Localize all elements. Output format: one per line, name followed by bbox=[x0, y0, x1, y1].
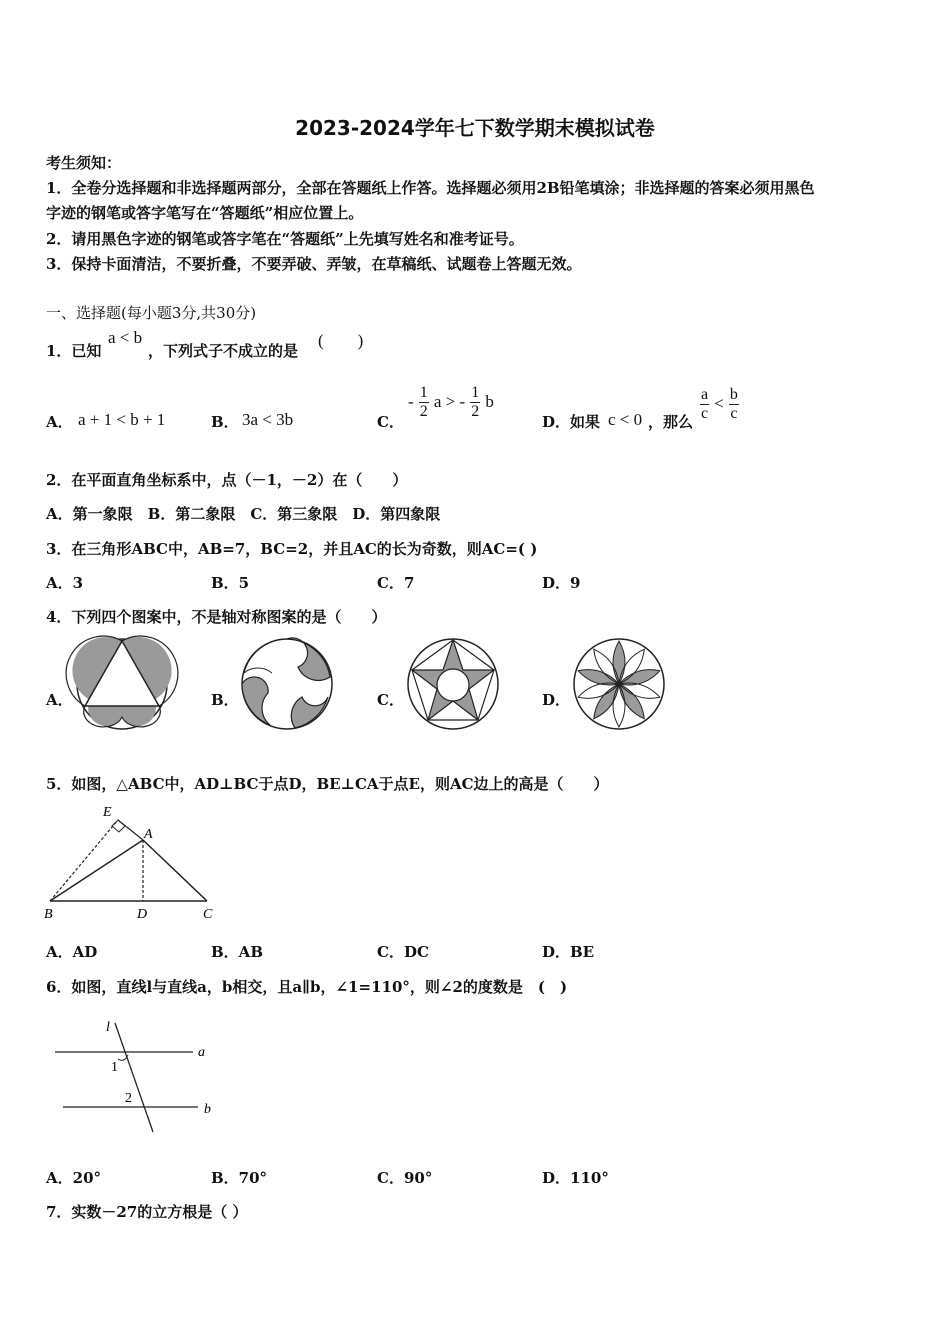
q1-option-c-label: C． bbox=[377, 413, 404, 431]
q4-option-b-label: B． bbox=[211, 691, 239, 709]
q3-stem: 3．在三角形ABC中，AB=7，BC=2，并且AC的长为奇数，则AC=( ) bbox=[46, 540, 538, 558]
notice-line-4: 3．保持卡面清洁，不要折叠，不要弄破、弄皱，在草稿纸、试题卷上答题无效。 bbox=[46, 255, 582, 273]
q4-figure-a bbox=[75, 637, 169, 731]
q1-c-fraction-2: $\frac{1}{2}$ bbox=[471, 384, 480, 420]
q1-prefix: 1．已知 bbox=[46, 342, 102, 360]
q1-d-lt: < bbox=[714, 394, 724, 413]
q6-option-b: B．70° bbox=[211, 1169, 268, 1187]
q5-label-e: E bbox=[103, 805, 112, 820]
q5-label-a: A bbox=[144, 827, 153, 842]
q6-option-c: C．90° bbox=[377, 1169, 433, 1187]
q3-option-a: A．3 bbox=[46, 574, 84, 592]
q4-option-a-label: A． bbox=[46, 691, 73, 709]
q1-option-a: a + 1 < b + 1 bbox=[78, 410, 166, 429]
q1-option-a-label: A． bbox=[46, 413, 73, 431]
q4-figure-b bbox=[240, 637, 334, 731]
q2-options: A．第一象限 B．第二象限 C．第三象限 D．第四象限 bbox=[46, 505, 441, 523]
q6-label-1: 1 bbox=[111, 1060, 118, 1075]
q1-condition: a < b bbox=[108, 328, 143, 347]
q1-c-fraction-1: $\frac{1}{2}$ bbox=[419, 384, 428, 420]
q1-d-fraction-1: $\frac{a}{c}$ bbox=[701, 386, 709, 422]
q1-option-c bbox=[408, 384, 494, 421]
q5-option-a: A．AD bbox=[46, 943, 98, 961]
notice-line-1: 1．全卷分选择题和非选择题两部分，全部在答题纸上作答。选择题必须用2B铅笔填涂；非选择题的答案必须用黑色 bbox=[46, 179, 815, 197]
q4-figure-d bbox=[572, 637, 666, 731]
q3-option-b: B．5 bbox=[211, 574, 250, 592]
q5-label-b: B bbox=[44, 907, 53, 922]
q2-stem: 2．在平面直角坐标系中，点（－1，－2）在（ ） bbox=[46, 471, 408, 489]
q6-option-a: A．20° bbox=[46, 1169, 102, 1187]
q3-option-c: C．7 bbox=[377, 574, 415, 592]
q1-d-fraction-2: $\frac{b}{c}$ bbox=[729, 386, 738, 422]
q6-label-b: b bbox=[204, 1102, 211, 1117]
notice-heading: 考生须知： bbox=[46, 154, 122, 172]
notice-line-3: 2．请用黑色字迹的钢笔或答字笔在“答题纸”上先填写姓名和准考证号。 bbox=[46, 230, 524, 248]
section-heading: 一、选择题(每小题3分,共30分) bbox=[46, 304, 257, 322]
q6-label-l: l bbox=[106, 1020, 110, 1035]
q1-suffix: ，下列式子不成立的是 bbox=[148, 342, 299, 360]
q4-stem: 4．下列四个图案中，不是轴对称图案的是（ ） bbox=[46, 608, 387, 626]
q6-label-a: a bbox=[198, 1045, 205, 1060]
notice-line-2: 字迹的钢笔或答字笔写在“答题纸”相应位置上。 bbox=[46, 204, 364, 222]
page-title: 2023-2024学年七下数学期末模拟试卷 bbox=[295, 116, 655, 140]
q1-c-middle: a > - bbox=[433, 392, 466, 411]
q5-option-d: D．BE bbox=[542, 943, 595, 961]
q6-parallel-lines-diagram bbox=[50, 1015, 230, 1135]
q4-figure-c bbox=[406, 637, 500, 731]
q5-stem: 5．如图，△ABC中，AD⊥BC于点D，BE⊥CA于点E，则AC边上的高是（ ） bbox=[46, 775, 609, 793]
q5-label-c: C bbox=[203, 907, 213, 922]
q5-option-c: C．DC bbox=[377, 943, 429, 961]
q1-option-b-label: B． bbox=[211, 413, 239, 431]
q1-option-d-expression bbox=[700, 386, 739, 423]
q4-option-c-label: C． bbox=[377, 691, 404, 709]
q1-option-d-label: D．如果 bbox=[542, 413, 601, 431]
q7-stem: 7．实数－27的立方根是（ ） bbox=[46, 1203, 248, 1221]
q1-c-end: b bbox=[485, 392, 494, 411]
q1-option-b: 3a < 3b bbox=[242, 410, 294, 429]
q6-label-2: 2 bbox=[125, 1091, 132, 1106]
q3-option-d: D．9 bbox=[542, 574, 581, 592]
q5-option-b: B．AB bbox=[211, 943, 263, 961]
q1-paren: ( ) bbox=[318, 331, 364, 350]
q4-option-d-label: D． bbox=[542, 691, 571, 709]
q6-option-d: D．110° bbox=[542, 1169, 609, 1187]
q6-stem: 6．如图，直线l与直线a，b相交，且a∥b，∠1=110°，则∠2的度数是 ( ) bbox=[46, 978, 568, 996]
q1-option-d-condition: c < 0 bbox=[608, 410, 643, 429]
q1-option-d-then: ，那么 bbox=[648, 413, 694, 431]
q1-c-minus: - bbox=[408, 392, 414, 411]
q5-triangle-diagram bbox=[40, 800, 230, 925]
q5-label-d: D bbox=[137, 907, 148, 922]
